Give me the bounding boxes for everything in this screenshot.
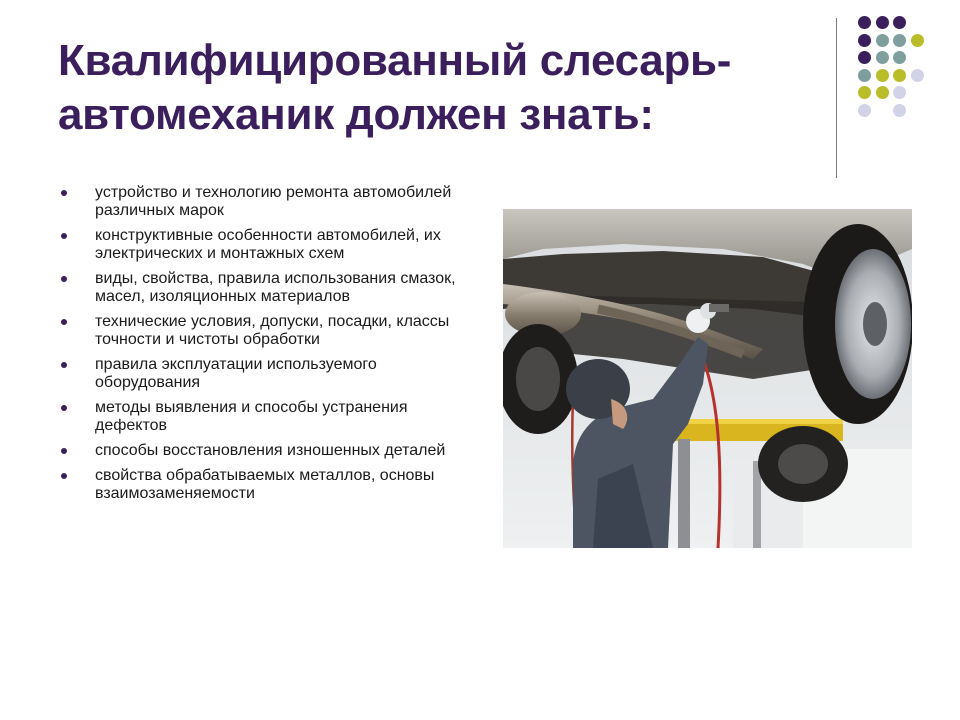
- bullet-dot-icon: [61, 190, 67, 196]
- decorative-dot: [876, 86, 889, 99]
- bullet-text: виды, свойства, правила использования смазок, масел, изоляционных материалов: [95, 270, 456, 305]
- bullet-text: правила эксплуатации используемого оборудования: [95, 356, 377, 391]
- bullet-text: свойства обрабатываемых металлов, основы взаимозаменяемости: [95, 467, 435, 502]
- bullet-dot-icon: [61, 362, 67, 368]
- decorative-dot: [893, 16, 906, 29]
- bullet-item: [60, 442, 460, 460]
- bullet-item: [60, 184, 460, 220]
- decorative-dot: [858, 104, 871, 117]
- decorative-dot: [893, 34, 906, 47]
- bullet-item: [60, 399, 460, 435]
- bullet-text: способы восстановления изношенных деталей: [95, 442, 446, 459]
- bullet-list: [60, 184, 460, 510]
- decorative-dot: [893, 86, 906, 99]
- bullet-item: [60, 313, 460, 349]
- bullet-item: [60, 270, 460, 306]
- bullet-item: [60, 227, 460, 263]
- bullet-text: конструктивные особенности автомобилей, их электрических и монтажных схем: [95, 227, 441, 262]
- decorative-dot: [893, 104, 906, 117]
- slide-title-line-1: Квалифицированный слесарь-: [58, 36, 732, 85]
- decorative-dot-grid: [0, 0, 960, 200]
- decorative-dot: [858, 86, 871, 99]
- bullet-dot-icon: [61, 276, 67, 282]
- bullet-text: технические условия, допуски, посадки, классы точности и чистоты обработки: [95, 313, 450, 348]
- decorative-dot: [858, 34, 871, 47]
- decorative-dot: [876, 16, 889, 29]
- decorative-dot: [858, 16, 871, 29]
- decorative-dot: [893, 69, 906, 82]
- decorative-dot: [876, 34, 889, 47]
- decorative-dot: [876, 51, 889, 64]
- bullet-item: [60, 467, 460, 503]
- decorative-dot: [911, 34, 924, 47]
- slide-title-line-2: автомеханик должен знать:: [58, 90, 654, 139]
- decorative-dot: [893, 51, 906, 64]
- decorative-dot: [876, 69, 889, 82]
- bullet-dot-icon: [61, 448, 67, 454]
- mechanic-photo: [503, 209, 912, 548]
- decorative-dot: [911, 69, 924, 82]
- bullet-text: методы выявления и способы устранения дефектов: [95, 399, 408, 434]
- bullet-item: [60, 356, 460, 392]
- decorative-dot: [858, 69, 871, 82]
- bullet-dot-icon: [61, 473, 67, 479]
- bullet-dot-icon: [61, 233, 67, 239]
- bullet-dot-icon: [61, 405, 67, 411]
- bullet-dot-icon: [61, 319, 67, 325]
- mechanic-photo-illustration: [503, 209, 912, 548]
- bullet-text: устройство и технологию ремонта автомобилей различных марок: [95, 184, 452, 219]
- decorative-dot: [858, 51, 871, 64]
